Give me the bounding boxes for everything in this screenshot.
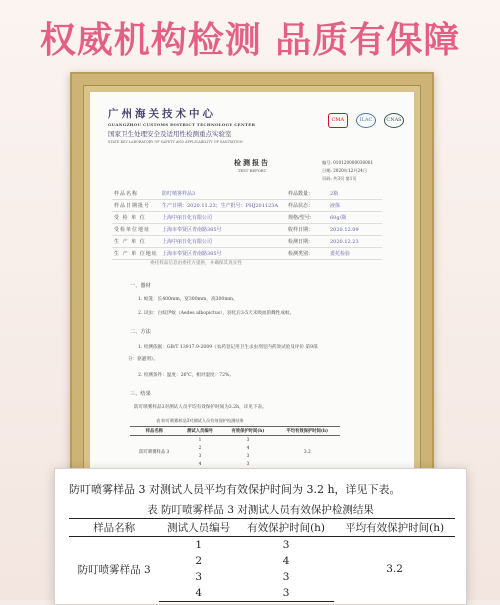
protection-hours-cell: 3 (282, 539, 290, 551)
protection-hours-cell: 4 (282, 555, 290, 567)
cma-mark: CMA (328, 113, 348, 128)
protection-hours-cell: 3 (238, 585, 334, 602)
equipment-line-1: 1. 蚊笼：长400mm，宽300mm，高300mm。 (138, 297, 238, 302)
zoomed-result-text: 防叮喷雾样品 3 对测试人员平均有效保护时间为 3.2 h，详见下表。 (69, 483, 401, 496)
average-hours-cell: 3.2 (386, 563, 403, 576)
report-date: 日期: 2020年12月24日 (322, 168, 368, 173)
info-row (112, 248, 382, 260)
mini-col-hours: 有效保护时间(h) (231, 429, 265, 434)
info-cell-v: 上海市奉贤区青南路385号 (160, 248, 286, 260)
zoomed-result-card (54, 468, 467, 605)
protection-hours-cell: 3 (282, 571, 290, 583)
method-line-2: 分：驱避剂》。 (128, 357, 158, 362)
tester-id-cell: 2 (195, 555, 203, 567)
disclaimer: 委托样品信息由委托方提供，并确保其真实性 (150, 261, 242, 266)
mini-col-avg: 平均有效保护时间(h) (286, 429, 329, 434)
info-cell-v: 上海市奉贤区青南路385号 (160, 224, 286, 236)
info-cell-v2: 2020.12.09 (328, 224, 382, 236)
section-equipment: 一、器材 (130, 283, 151, 289)
mini-sample-name-cell: 防叮喷雾样品 3 (139, 450, 170, 455)
mini-col-name: 样品名称 (145, 429, 163, 434)
mini-tester-id-cell: 2 (198, 445, 202, 451)
info-cell-k: 受 检 单 位 (112, 212, 160, 224)
col-average-hours: 平均有效保护时间(h) (334, 519, 455, 537)
mini-table-row (130, 436, 340, 445)
institute-name-cn: 广州海关技术中心 (108, 108, 216, 120)
info-cell-k2: 规格/型号： (286, 212, 328, 224)
section-result: 三、结果 (130, 391, 151, 397)
info-cell-k2: 收样日期： (286, 224, 328, 236)
lab-name-cn: 国家卫生处理安全及适用性检测重点实验室 (108, 130, 232, 138)
equipment-line-2: 2. 试虫：白纹伊蚊（Aedes albopictus），羽化后3-5天未吸血的雌性成蚊。 (138, 311, 295, 316)
info-cell-k: 样品日期批号 (112, 200, 160, 212)
mini-protection-hours-cell: 3 (246, 437, 250, 443)
method-line-3: 2. 检测条件：温度：26℃，相对湿度：72%。 (138, 373, 234, 378)
section-method: 二、方法 (130, 329, 151, 335)
info-row (112, 212, 382, 224)
info-cell-v: 防叮喷雾样品3 (160, 188, 286, 200)
mini-average-hours-cell: 3.2 (303, 449, 311, 455)
sample-name-cell: 防叮喷雾样品 3 (77, 563, 151, 576)
mini-results-table (130, 426, 340, 469)
info-cell-v2: 60g/瓶 (328, 212, 382, 224)
info-cell-v2: 液体 (328, 200, 382, 212)
zoomed-results-table (69, 518, 455, 602)
info-cell-v2: 2020.12.23 (328, 236, 382, 248)
report-page: 页码: 共3页 第1页 (322, 176, 357, 181)
info-row (112, 200, 382, 212)
cnas-mark: CNAS (384, 113, 404, 128)
report-number: 编号: 010120000030001 (322, 160, 374, 165)
info-row (112, 236, 382, 248)
mini-col-id: 测试人员编号 (187, 429, 213, 434)
info-cell-k2: 样品数量： (286, 188, 328, 200)
mini-tester-id-cell: 3 (198, 453, 202, 459)
institute-name-en: GUANGZHOU CUSTOMS DISTRICT TECHNOLOGY CENTER (108, 122, 256, 127)
info-cell-v: 上海中丽日化有限公司 (160, 236, 286, 248)
mini-protection-hours-cell: 3 (246, 461, 250, 467)
headline: 权威机构检测 品质有保障 (39, 20, 461, 61)
lab-name-en: STATE KEY LABORATORY OF SAFETY AND APPLICABILITY OF SANITATION (108, 140, 243, 144)
col-tester-id: 测试人员编号 (159, 519, 238, 537)
zoomed-table-caption: 表 防叮喷雾样品 3 对测试人员有效保护检测结果 (147, 504, 374, 516)
tester-id-cell: 1 (195, 539, 203, 551)
info-cell-k2: 样品状态： (286, 200, 328, 212)
tester-id-cell: 3 (195, 571, 203, 583)
mini-protection-hours-cell: 3 (246, 453, 250, 459)
info-row (112, 224, 382, 236)
method-line-1: 1. 检测依据：GB/T 13917.9-2009《农药登记用卫生杀虫剂室内药效试验及评价 第9部 (138, 345, 318, 350)
mini-tester-id-cell: 4 (198, 461, 202, 467)
certification-marks (325, 106, 404, 128)
tester-id-cell: 4 (159, 585, 238, 602)
info-cell-k: 受检单位地址 (112, 224, 160, 236)
col-sample-name: 样品名称 (69, 519, 159, 537)
info-cell-k: 生 产 单 位 (112, 236, 160, 248)
info-cell-k2: 检测日期： (286, 236, 328, 248)
result-line: 防叮喷雾样品3对测试人员平均有效保护时间为3.2h，详见下表。 (134, 405, 267, 410)
report-title: 检测报告 (234, 158, 270, 167)
info-cell-k: 样品名称 (112, 188, 160, 200)
info-cell-v2: 委托检验 (328, 248, 382, 260)
info-cell-k: 生 产 单 位地址 (112, 248, 160, 260)
mini-protection-hours-cell: 4 (246, 445, 250, 451)
table-row (69, 537, 455, 554)
info-cell-k2: 检测类别： (286, 248, 328, 260)
info-cell-v2: 2瓶 (328, 188, 382, 200)
ilac-mark: ILAC (356, 113, 376, 128)
info-cell-v: 生产日期：2020.11.23；生产批号：PHJ201123A (160, 200, 286, 212)
mini-table-caption: 表 防叮喷雾样品3对测试人员有效保护检测结果 (156, 418, 244, 423)
mini-tester-id-cell: 1 (198, 437, 202, 443)
report-title-en: TEST REPORT (237, 168, 267, 173)
sample-info-table (112, 188, 382, 260)
info-row (112, 188, 382, 200)
col-protection-hours: 有效保护时间(h) (238, 519, 334, 537)
info-cell-v: 上海中丽日化有限公司 (160, 212, 286, 224)
